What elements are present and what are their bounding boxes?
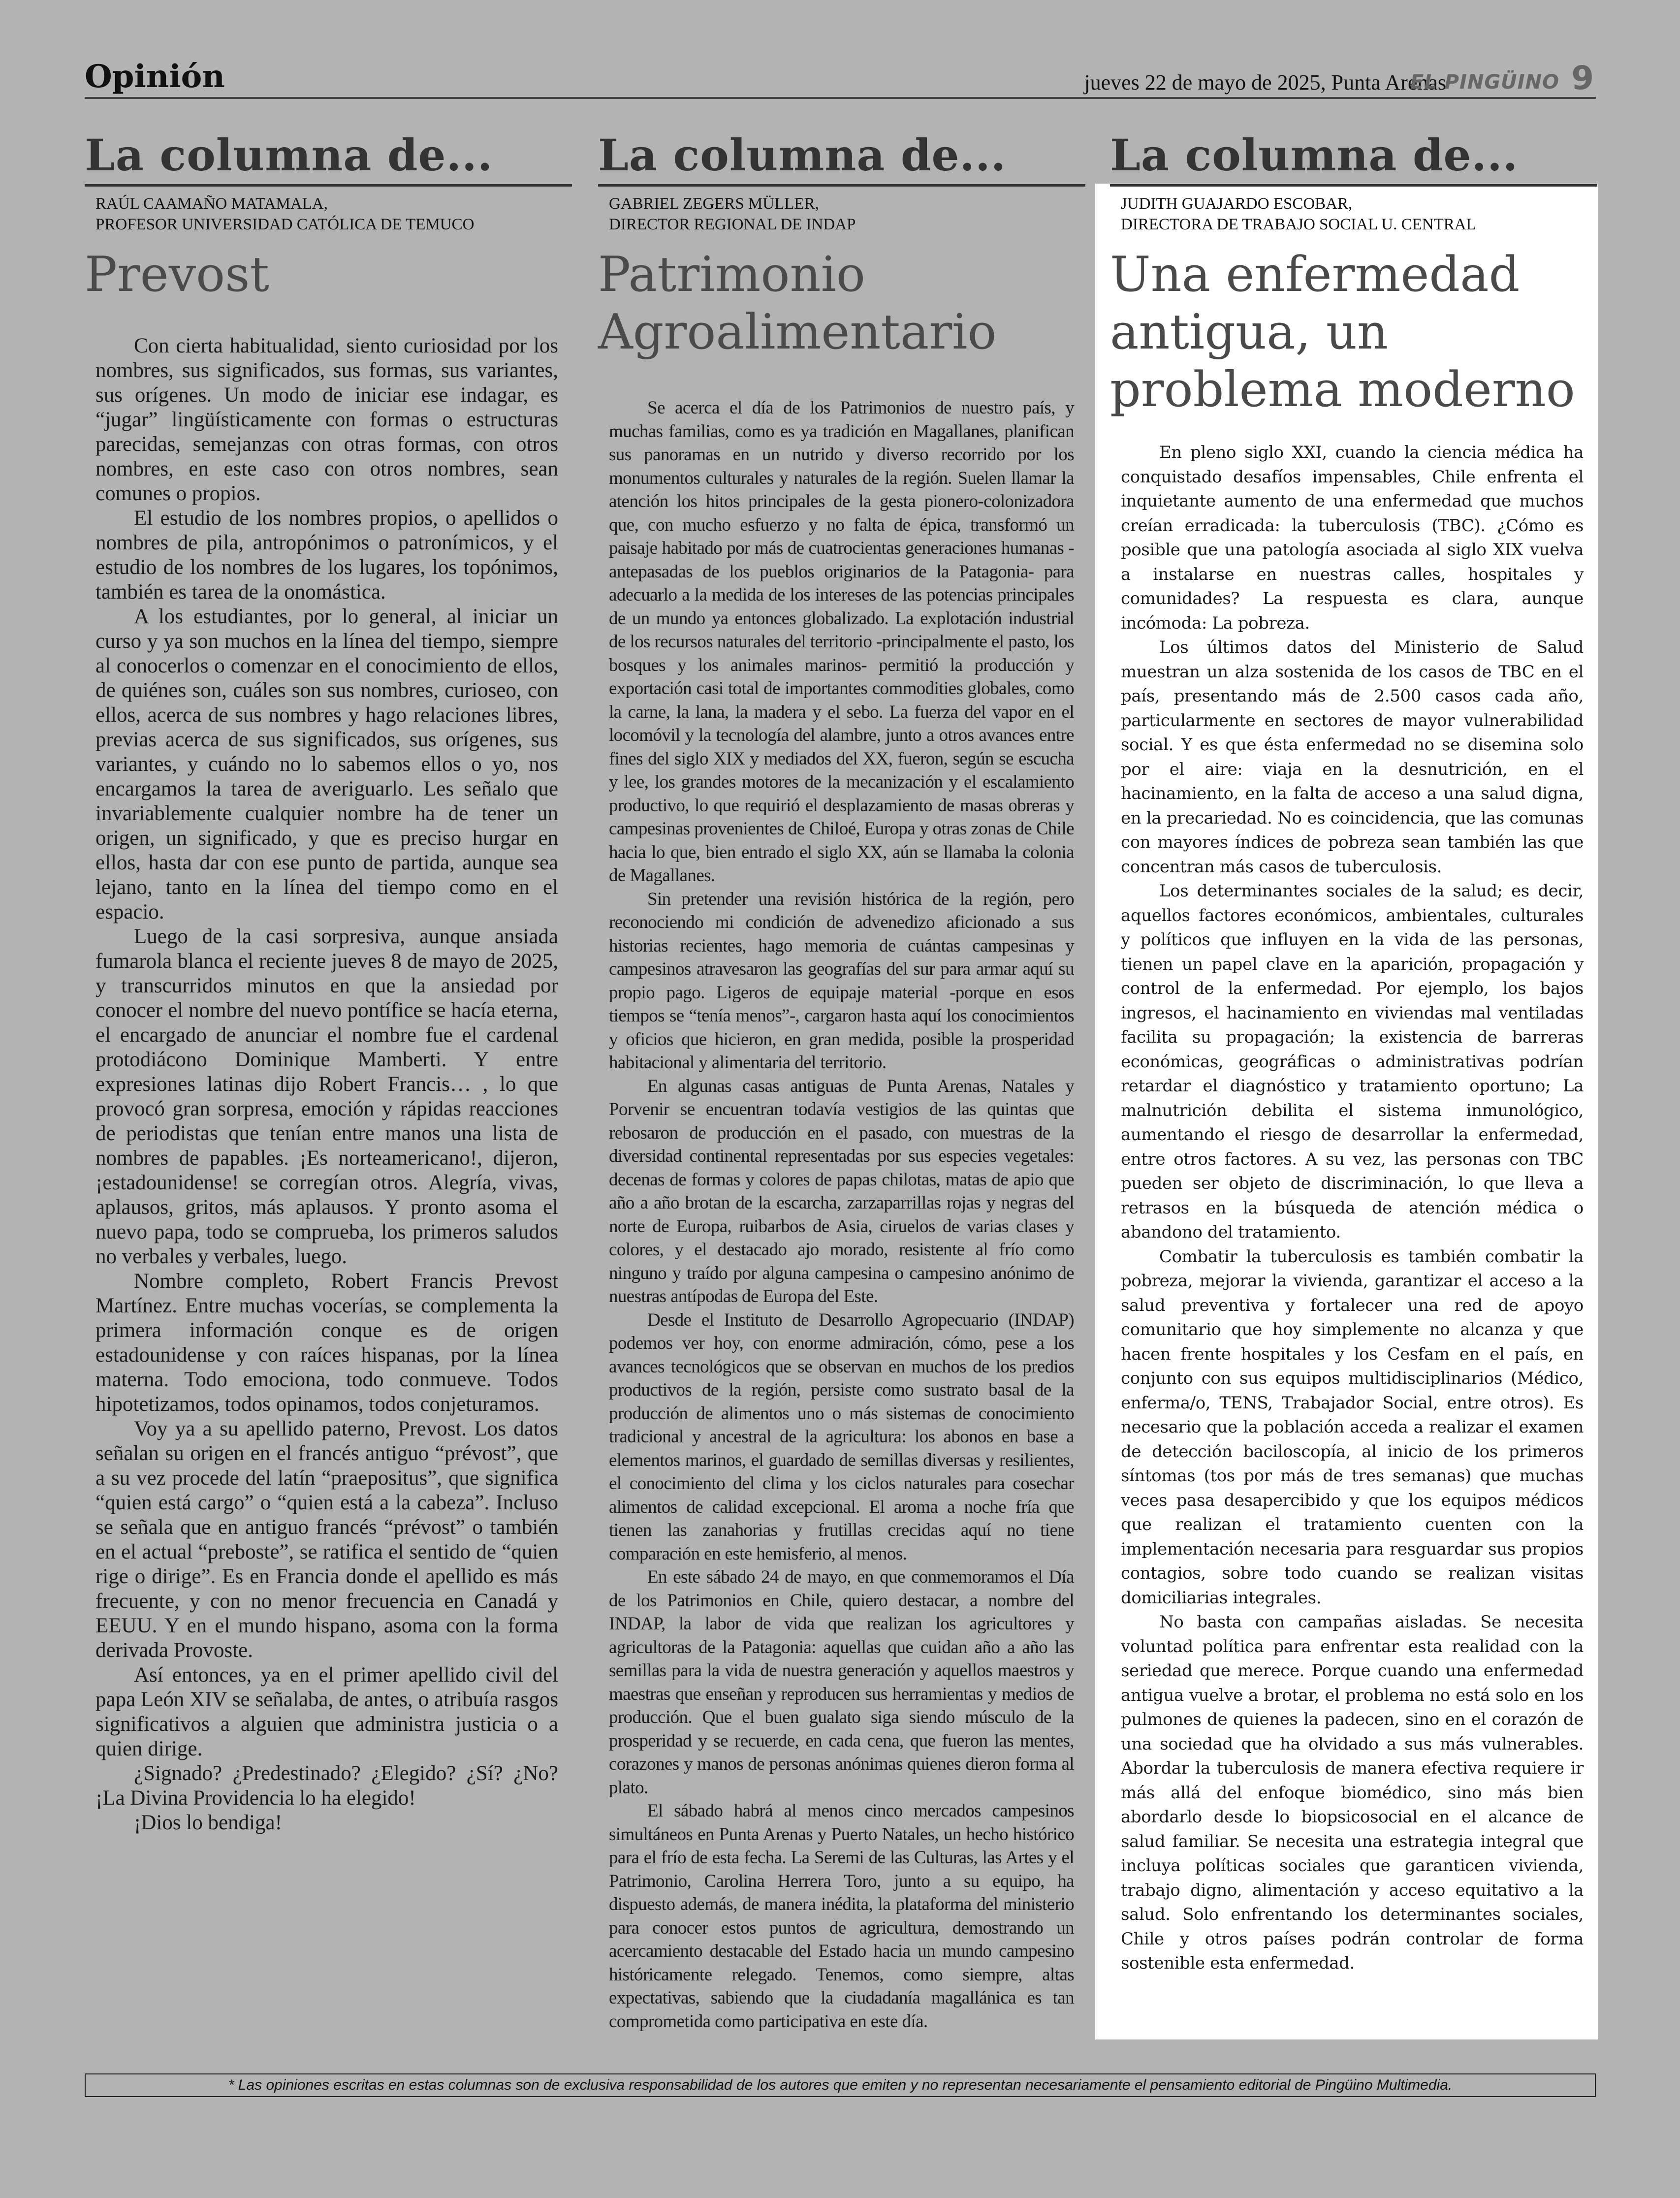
kicker-divider: [1110, 184, 1597, 187]
paragraph: Con cierta habitualidad, siento curiosidad por los nombres, sus significados, sus formas, sus variantes, sus orígenes. Un modo de iniciar ese indagar, es “jugar” lingüísticamente con formas o estructuras parecidas, semejanzas con otras formas, con otros nombres, en este caso con otros nombres, sean comunes o propios.: [95, 334, 558, 505]
column-gabriel-zegers: [598, 128, 1090, 2032]
paragraph: En algunas casas antiguas de Punta Arenas, Natales y Porvenir se encuentran todavía vestigios de las quintas que rebosaron de producción en el pasado, con muestras de la diversidad continental representadas por sus especies vegetales: decenas de formas y colores de papas chilotas, matas de apio que año a año brotan de la escarcha, zarzaparrillas rojas y negras del norte de Europa, ruibarbos de Asia, ciruelos de varias clases y colores, y el destacado ajo morado, resistente al frío como ninguno y traído por alguna campesina o campesino anónimo de nuestras antípodas de Europa del Este.: [609, 1076, 1074, 1306]
kicker-divider: [598, 184, 1085, 187]
paragraph: No basta con campañas aisladas. Se necesita voluntad política para enfrentar esta realidad con la seriedad que merece. Porque cuando una enfermedad antigua vuelve a brotar, el problema no está solo en los pulmones de quienes la padecen, sino en el corazón de una sociedad que ha olvidado a sus más vulnerables. Abordar la tuberculosis de manera efectiva requiere ir más allá del enfoque biomédico, sino más bien abordarlo desde lo biopsicosocial en el alcance de salud familiar. Se necesita una estrategia integral que incluya políticas sociales que garanticen vivienda, trabajo digno, alimentación y acceso equitativo a la salud. Solo enfrentando los determinantes sociales, Chile y otros países podrán controlar de forma sostenible esta enfermedad.: [1121, 1612, 1584, 1973]
paragraph: Los determinantes sociales de la salud; es decir, aquellos factores económicos, ambientales, culturales y políticos que influyen en la vida de las personas, tienen un papel clave en la aparición, propagación y control de la enfermedad. Por ejemplo, los bajos ingresos, el hacinamiento en viviendas mal ventiladas facilita su propagación; la existencia de barreras económicas, geográficas o administrativas podrían retardar el diagnóstico y tratamiento oportuno; La malnutrición debilita el sistema inmunológico, aumentando el riesgo de desarrollar la enfermedad, entre otros factores. A su vez, las personas con TBC pueden ser objeto de discriminación, lo que lleva a retrasos en la búsqueda de atención médica o abandono del tratamiento.: [1121, 881, 1584, 1242]
paragraph: Se acerca el día de los Patrimonios de nuestro país, y muchas familias, como es ya tradición en Magallanes, planifican sus panoramas en un nutrido y diverso recorrido por los monumentos culturales y naturales de la región. Suelen llamar la atención los hitos principales de la gesta pionero-colonizadora que, con mucho esfuerzo y no falta de épica, transformó un paisaje habitado por más de cuatrocientas generaciones humanas -antepasadas de los pueblos originarios de la Patagonia- para adecuarlo a la medida de los intereses de las potencias principales de un mundo ya entonces globalizado. La explotación industrial de los recursos naturales del territorio -principalmente el pasto, los bosques y los animales marinos- permitió la producción y exportación casi total de importantes commodities globales, como la carne, la lana, la madera y el sebo. La fuerza del vapor en el locomóvil y la tecnología del alambre, junto a otros avances entre fines del siglo XIX y mediados del XX, fueron, según se escucha y lee, los grandes motores de la mecanización y el escalamiento productivo, lo que requirió el desplazamiento de masas obreras y campesinas provenientes de Chiloé, Europa y otras zonas de Chile hacia lo que, bien entrado el siglo XX, aún se llamaba la colonia de Magallanes.: [609, 398, 1074, 886]
byline: [1121, 193, 1602, 235]
author-role: DIRECTORA DE TRABAJO SOCIAL U. CENTRAL: [1121, 216, 1476, 233]
paragraph: A los estudiantes, por lo general, al iniciar un curso y ya son muchos en la línea del tiempo, siempre al conocerlos o comenzar en el conocimiento de ellos, de quiénes son, cuáles son sus nombres, curioseo, con ellos, acerca de sus nombres y hago relaciones libres, previas acerca de sus significados, sus orígenes, sus variantes, y cuándo no lo sabemos ellos o yo, nos encargamos la tarea de averiguarlo. Les señalo que invariablemente cualquier nombre ha de tener un origen, un significado, y que es preciso hurgar en ellos, hasta dar con ese punto de partida, aunque sea lejano, tanto en la línea del tiempo como en el espacio.: [95, 605, 558, 924]
column-kicker: La columna de...: [598, 129, 1007, 181]
disclaimer-footer: * Las opiniones escritas en estas columnas son de exclusiva responsabilidad de los autores que emiten y no representan necesariamente el pensamiento editorial de Pingüino Multimedia.: [85, 2073, 1596, 2097]
article-title: Patrimonio Agroalimentario: [598, 247, 997, 360]
paragraph: El sábado habrá al menos cinco mercados campesinos simultáneos en Punta Arenas y Puerto Natales, un hecho histórico para el frío de esta fecha. La Seremi de las Culturas, las Artes y el Patrimonio, Carolina Herrera Toro, junto a su equipo, ha dispuesto además, de manera inédita, la plataforma del ministerio para conocer estos puntos de agricultura, demostrando un acercamiento destacable del Estado hacia un mundo campesino históricamente relegado. Tenemos, como siempre, altas expectativas, sabiendo que la ciudadanía magallánica es tan comprometida como participativa en este día.: [609, 1801, 1074, 2032]
article-body: [1121, 441, 1584, 1976]
byline: [95, 193, 577, 235]
byline: [609, 193, 1090, 235]
column-kicker: La columna de...: [1110, 129, 1519, 181]
paragraph: Combatir la tuberculosis es también combatir la pobreza, mejorar la vivienda, garantizar el acceso a la salud preventiva y fortalecer una red de apoyo comunitario que hoy simplemente no alcanza y que hacen frente hospitales y los Cesfam en el país, en conjunto con sus equipos multidisciplinarios (Médico, enferma/o, TENS, Trabajador Social, entre otros). Es necesario que la población acceda a realizar el examen de detección baciloscopía, al inicio de los primeros síntomas (tos por más de tres semanas) que muchas veces pasa desapercibido y que los equipos médicos que realizan el tratamiento cuenten con la implementación necesaria para resguardar sus propios contagios, sobre todo cuando se realizan visitas domiciliarias integrales.: [1121, 1246, 1584, 1608]
section-title: Opinión: [85, 58, 225, 95]
paragraph: ¿Signado? ¿Predestinado? ¿Elegido? ¿Sí? ¿No? ¡La Divina Providencia lo ha elegido!: [95, 1762, 558, 1810]
paragraph: En este sábado 24 de mayo, en que conmemoramos el Día de los Patrimonios en Chile, quiero destacar, a nombre del INDAP, la labor de vida que realizan los agricultores y agricultoras de la Patagonia: aquellas que cuidan año a año las semillas para la vida de nuestra generación y aquellos maestros y maestras que enseñan y reproducen sus herramientas y medios de producción. Que el buen gualato siga siendo músculo de la prosperidad y se recuerde, en cada cena, que fueron las mentes, corazones y manos de personas anónimas quienes dieron forma al plato.: [609, 1567, 1074, 1798]
author-role: DIRECTOR REGIONAL DE INDAP: [609, 216, 856, 233]
paragraph: Nombre completo, Robert Francis Prevost Martínez. Entre muchas vocerías, se complementa la primera información conque es de origen estadounidense y con raíces hispanas, por la línea materna. Todo emociona, todo conmueve. Todos hipotetizamos, todos opinamos, todos conjeturamos.: [95, 1270, 558, 1416]
paragraph: ¡Dios lo bendiga!: [134, 1811, 282, 1834]
paragraph: Luego de la casi sorpresiva, aunque ansiada fumarola blanca el reciente jueves 8 de mayo de 2025, y transcurridos minutos en que la ansiedad por conocer el nombre del nuevo pontífice se hacía eterna, el encargado de anunciar el nombre fue el cardenal protodiácono Dominique Mamberti. Y entre expresiones latinas dijo Robert Francis… , lo que provocó gran sorpresa, emoción y rápidas reacciones de periodistas que tenían entre manos una lista de nombres de papables. ¡Es norteamericano!, dijeron, ¡estadounidense! se corregían otros. Alegría, vivas, aplausos, gritos, más aplausos. Y pronto asoma el nuevo papa, todo se comprueba, los primeros saludos no verbales y verbales, luego.: [95, 925, 558, 1268]
article-title: Prevost: [85, 247, 269, 303]
author-name: RAÚL CAAMAÑO MATAMALA,: [95, 195, 328, 213]
article-body: [609, 396, 1074, 2033]
paragraph: Sin pretender una revisión histórica de la región, pero reconociendo mi condición de advenedizo aficionado a sus historias recientes, hago memoria de cuántas campesinas y campesinos atravesaron las geografías del sur para armar aquí su propio pago. Ligeros de equipaje material -porque en esos tiempos se “tenía menos”-, cargaron hasta aquí los conocimientos y oficios que hicieron, en gran medida, posible la prosperidad habitacional y alimentaria del territorio.: [609, 889, 1074, 1073]
paragraph: En pleno siglo XXI, cuando la ciencia médica ha conquistado desafíos impensables, Chile enfrenta el inquietante aumento de una enfermedad que muchos creían erradicada: la tuberculosis (TBC). ¿Cómo es posible que una patología asociada al siglo XIX vuelva a instalarse en nuestras calles, hospitales y comunidades? La respuesta es clara, aunque incómoda: La pobreza.: [1121, 443, 1584, 633]
paragraph: Voy ya a su apellido paterno, Prevost. Los datos señalan su origen en el francés antiguo “prévost”, que a su vez procede del latín “praepositus”, que significa “quien está cargo” o “quien está a la cabeza”. Incluso se señala que en antiguo francés “prévost” o también en el actual “preboste”, se ratifica el sentido de “quien rige o dirige”. Es en Francia donde el apellido es más frecuente, y con no menor frecuencia en Canadá y EEUU. Y en el mundo hispano, asoma con la forma derivada Provoste.: [95, 1417, 558, 1662]
author-name: GABRIEL ZEGERS MÜLLER,: [609, 195, 819, 213]
author-role: PROFESOR UNIVERSIDAD CATÓLICA DE TEMUCO: [95, 216, 475, 233]
column-kicker: La columna de...: [85, 129, 493, 181]
page-number: 9: [1571, 59, 1594, 97]
article-body: [95, 334, 558, 1835]
article-title: Una enfermedad antigua, un problema moderno: [1110, 247, 1575, 418]
dateline: jueves 22 de mayo de 2025, Punta Arenas: [1084, 70, 1446, 95]
header-divider: [85, 97, 1596, 99]
paragraph: Desde el Instituto de Desarrollo Agropecuario (INDAP) podemos ver hoy, con enorme admiración, cómo, pese a los avances tecnológicos que se observan en muchos de los predios productivos de la región, persiste como sustrato basal de la producción de alimentos uno o más sistemas de conocimiento tradicional y ancestral de la agricultura: los abonos en base a elementos marinos, el guardado de semillas diversas y resilientes, el conocimiento del clima y los ciclos naturales para cosechar alimentos de calidad excepcional. El aroma a noche fría que tienen las zanahorias y frutillas crecidas aquí no tiene comparación en este hemisferio, al menos.: [609, 1309, 1074, 1564]
column-raul-caamano: [85, 128, 577, 1834]
newspaper-logo: EL PINGÜINO: [1410, 71, 1559, 94]
paragraph: El estudio de los nombres propios, o apellidos o nombres de pila, antropónimos o patronímicos, y el estudio de los nombres de los lugares, los topónimos, también es tarea de la onomástica.: [95, 507, 558, 604]
paragraph: Así entonces, ya en el primer apellido civil del papa León XIV se señalaba, de antes, o atribuía rasgos significativos a alguien que administra justicia o a quien dirige.: [95, 1663, 558, 1760]
author-name: JUDITH GUAJARDO ESCOBAR,: [1121, 195, 1353, 213]
kicker-divider: [85, 184, 572, 187]
column-judith-guajardo: [1110, 128, 1602, 1973]
paragraph: Los últimos datos del Ministerio de Salud muestran un alza sostenida de los casos de TBC en el país, presentando más de 2.500 casos cada año, particularmente en sectores de mayor vulnerabilidad social. Y es que ésta enfermedad no se disemina solo por el aire: viaja en la desnutrición, en el hacinamiento, en la falta de acceso a una salud digna, en la precariedad. No es coincidencia, que las comunas con mayores índices de pobreza sean también las que concentran más casos de tuberculosis.: [1121, 637, 1584, 877]
